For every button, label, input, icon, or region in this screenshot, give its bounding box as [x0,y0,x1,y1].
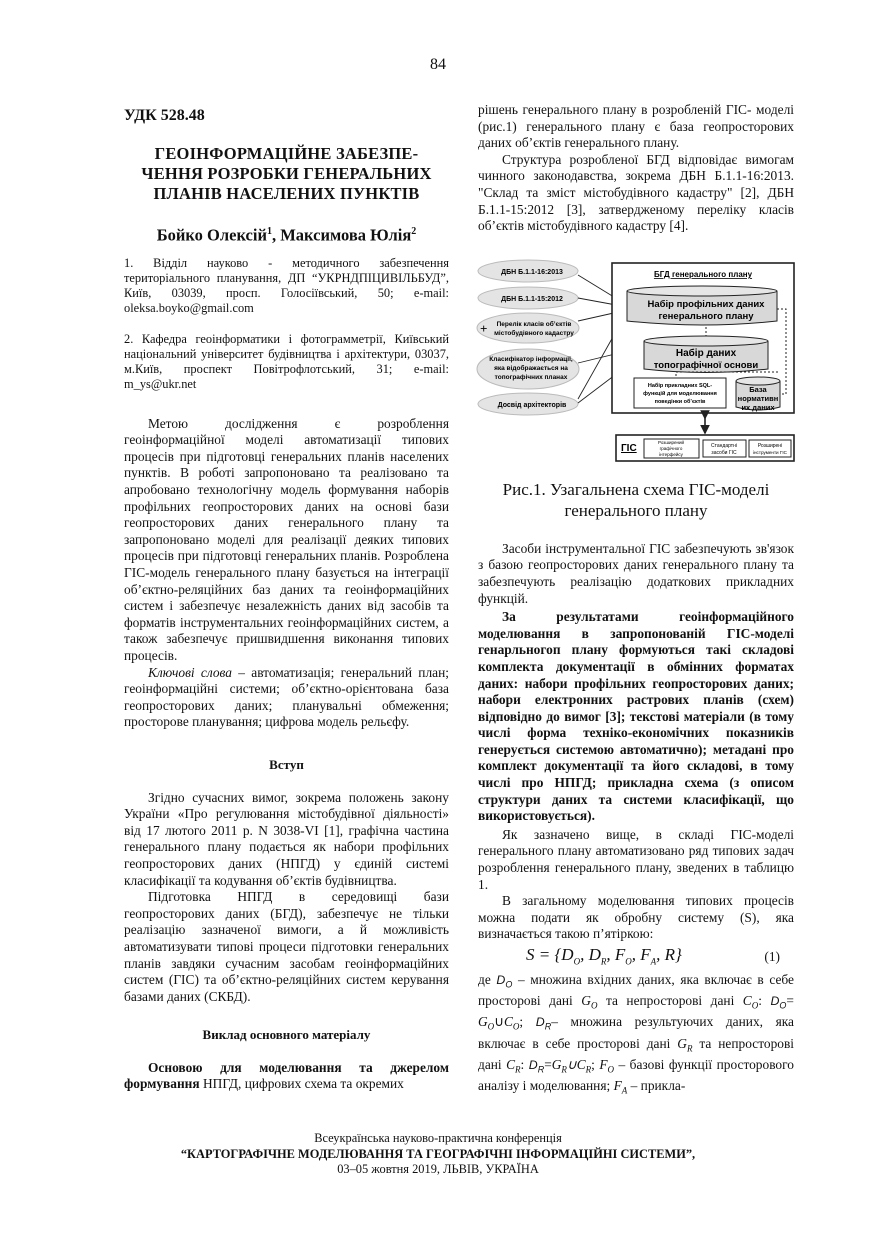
topo-dataset-cylinder [644,336,768,373]
text: : [520,1056,529,1072]
text: – множина результуючих даних, яка включає в себе просторові дані [478,1014,794,1051]
math: $C_O$ [503,1014,520,1032]
affiliation-mark: 2 [411,225,417,237]
text: : [758,993,771,1009]
input-label: топографічних планах [494,373,568,381]
keywords-text: – автоматизація; генеральний план; геоінформаційні системи; об’єктно-орієнтована база геопросторових даних; планувальні обмеження; просторове планування; цифрова модель рельєфу. [124,664,449,730]
input-label: ДБН Б.1.1-15:2012 [501,295,563,303]
text: – прикла- [627,1078,686,1094]
box-label: поведінки об’єктів [654,398,706,405]
input-label: Досвід архітекторів [497,401,567,409]
cylinder-label: Набір даних [675,347,737,359]
formula-part: , [656,945,665,964]
formula-sub: O [573,956,581,967]
formula-part: D [588,945,601,964]
cylinder-label: генерального плану [658,310,754,322]
main-paragraph [124,1060,449,1093]
author-name: Максимова Юлія [280,225,412,245]
main-paragraph: В загальному моделювання типових процесів можна подати як обробну систему (S), яка визначається такою п’ятіркою: [478,893,794,942]
normative-db-cylinder [736,377,780,412]
formula-part: F [614,945,626,964]
gis-subbox-label: Стандартні [711,442,737,449]
formula-part: F [640,945,651,964]
formula-part: , [631,945,641,964]
cylinder-label: топографічної основи [653,359,759,371]
input-ellipse [477,313,579,343]
formula-sub: A [650,956,657,967]
figure-1 [474,255,800,467]
math: $D_O$ [770,994,787,1011]
main-paragraph: Як зазначено вище, в складі ГІС-моделі генерального плану автоматизовано ряд типових задач розроблення генерального плану, зведених в таблицю 1. [478,826,794,892]
section-heading-intro: Вступ [269,756,304,772]
text: та непросторові дані [478,1035,795,1072]
abstract: Метою дослідження є розроблення геоінформаційної моделі автоматизації типових процесів при підготовці генеральних планів населених пунктів. В роботі запропоновано та реалізовано та апробовано технологічну модель формування наборів профільних геопросторових даних на основі бази геопросторових даних генерального плану та запропоновано моделі для реалізації деяких типових процесів при підготовці генеральних планів. Розроблена ГІС-модель генерального плану базується на інтеграції об’єктно-реляційних баз даних та геоінформаційних систем і забезпечує незалежність даних від засобів та форматів інструментальних геоінформаційних систем, а також забезпечує пришвидшення виконання типових процесів. [124,415,449,663]
sql-functions-box [634,378,726,408]
math: $C_R$ [506,1056,521,1075]
formula-part: , [606,945,615,964]
footer-line: Всеукраїнська науково-практична конференція [314,1131,562,1145]
input-label: містобудівного кадастру [494,329,574,337]
intro-paragraph: Підготовка НПГД в середовищі бази геопросторових даних (БГД), забезпечує не тільки реалізацію зазначеної вимоги, а й можливість автоматизувати типові процеси підготовки генеральних планів завдяки сучасним засобам геоінформаційних систем (ГІС) та об’єктно-реляційних систем керування базами даних (СКБД). [124,889,449,1004]
text: ; [591,1056,600,1072]
figure-caption: Рис.1. Узагальнена схема ГІС-моделі генерального плану [502,479,770,520]
main-paragraph-continued: рішень генерального плану в розробленій ГІС- моделі (рис.1) генерального плану є база геопросторових даних об’єктів генерального плану. [478,102,794,151]
cylinder-label: Набір профільних даних [647,298,765,310]
title-line: ПЛАНІВ НАСЕЛЕНИХ ПУНКТІВ [153,183,420,203]
section-heading-main: Виклад основного матеріалу [202,1027,371,1043]
affiliation-mark: 1 [266,225,272,237]
main-paragraph: Структура розробленої БГД відповідає вимогам чинного законодавства, зокрема ДБН Б.1.1-16:2013. "Склад та зміст містобудівного кадастру" [2], ДБН Б.1.1-15:2012 [3], затвердженому переліку класів об’єктів містобудівного кадастру [4]. [478,151,794,234]
formula-part: D [561,945,574,964]
bold-text: Основою для моделювання та джерелом формування [124,1059,449,1092]
text: та непросторові дані [597,993,743,1009]
gis-model-diagram [474,255,804,467]
formula-sub: R [600,956,607,967]
author-name: Бойко Олексій [156,225,267,245]
profile-dataset-cylinder [627,286,777,325]
input-label: ДБН Б.1.1-16:2013 [501,268,563,276]
authors [124,224,449,244]
math: $D_R$ [535,1015,552,1032]
main-paragraph [478,972,794,1099]
input-label: яка відображається на [494,364,568,372]
gis-subbox-label: засоби ГІС [711,449,737,456]
math: $G_R$ [677,1035,693,1054]
gis-subbox-label: інструменти ГІС [753,449,787,455]
formula-part: , [580,945,589,964]
title-line: ЧЕННЯ РОЗРОБКИ ГЕНЕРАЛЬНИХ [141,163,432,183]
text: ∪ [494,1014,504,1030]
math: $C_O$ [742,993,759,1011]
input-ellipse [478,287,578,309]
author-separator: , [271,225,281,245]
math: $D_R$ [528,1057,545,1075]
cylinder-label: База [749,384,767,394]
input-ellipse [478,260,578,282]
gis-subbox-label: інтерфейсу [659,451,683,457]
formula-part: S = { [526,945,562,964]
formula-1 [478,947,794,970]
formula-part: R} [664,945,682,964]
conference-title: “КАРТОГРАФІЧНЕ МОДЕЛЮВАННЯ ТА ГЕОГРАФІЧНІ ІНФОРМАЦІЙНІ СИСТЕМИ”, [180,1146,696,1161]
math: $G_R\cup C_R$ [551,1056,592,1075]
input-label: Перелік класів об’єктів [496,320,572,328]
gis-subbox-label: Розширений [658,439,684,445]
text: ; [519,1014,536,1030]
math: $F_A$ [613,1078,628,1096]
math: $G_O$ [478,1014,495,1032]
math: $G_O$ [581,993,598,1011]
svg-text:+: + [480,320,488,336]
input-ellipse [477,349,579,389]
bgd-title: БГД генерального плану [653,269,753,279]
box-label: Набір прикладних SQL- [647,382,713,389]
gis-bar [616,435,794,461]
box-label: функцій для моделювання [643,390,717,397]
page-footer [0,1131,876,1178]
paragraph-continuation: НПГД, цифрових схема та окремих [199,1076,404,1092]
cylinder-label: нормативн [737,393,779,403]
affiliation: 2. Кафедра геоінформатики і фотограмметрії, Київський національний університет будівництва і архітектури, 03037, м.Київ, проспект Повітрофлотський, 31; e-mail: m_ys@ukr.net [124,331,449,391]
main-paragraph-bold: За результатами геоінформаційного моделювання в запропонованій ГІС-моделі генарльногоп плану формуються такі складові комплекта документації в обмінних форматах даних: набори профільних геопросторових даних; набори електронних растрових планів (схем) відповідно до вимог [3]; текстові матеріали (в тому числі форма техніко-економічних показників генерується системою автоматично); метадані про комплект документації та його складові, в тому числі про НПГД; прикладна схема (з описом структури даних та системи класифікації, що використовується). [478,609,794,824]
title-line: ГЕОІНФОРМАЦІЙНЕ ЗАБЕЗПЕ- [154,143,419,163]
gis-subbox-label: графічного [659,445,683,451]
keywords-label: Ключові слова [148,664,232,680]
input-label: Класифікатор інформації, [489,355,573,363]
affiliation: 1. Відділ науково - методичного забезпечення територіального планування, ДП “УКРНДПІЦИВІЛЬБУД”, Київ, 03039, просп. Голосіївський, 50; e-mail: oleksa.boyko@gmail.com [124,255,449,315]
input-ellipse [478,393,578,415]
text: – множина вхідних даних, яка включає в себе просторові дані [478,971,794,1009]
text: де [478,971,497,987]
math: $F_O$ [599,1056,615,1075]
left-column [124,102,449,1093]
gis-label: ГІС [621,442,637,454]
conference-date-place: 03–05 жовтня 2019, ЛЬВІВ, УКРАЇНА [337,1162,539,1176]
text: = [544,1056,552,1072]
math: $D_O$ [496,972,513,990]
udk-code: УДК 528.48 [124,107,205,124]
page-number: 84 [430,56,446,73]
paper-title [124,144,449,204]
text: = [786,993,794,1009]
cylinder-label: их даних [741,402,775,412]
text: – базові функції просторового аналізу і моделювання; [478,1056,794,1094]
keywords [124,665,449,731]
formula-sub: O [625,956,632,967]
main-paragraph: Засоби інструментальної ГІС забезпечують зв'язок з базою геопросторових даних генерального плану та забезпечують реалізацію додаткових прикладних функцій. [478,540,794,606]
right-column [478,102,794,1099]
gis-subbox-label: Розширені [757,442,783,449]
formula-number: (1) [764,949,780,964]
intro-paragraph: Згідно сучасних вимог, зокрема положень закону України «Про регулювання містобудівної діяльності» від 17 лютого 2011 р. N 3038-VI [1], графічна частина генерального плану подається як набори профільних геопросторових даних (НПГД) у єдиній системі класифікації та кодування об’єктів будівництва. [124,789,449,888]
